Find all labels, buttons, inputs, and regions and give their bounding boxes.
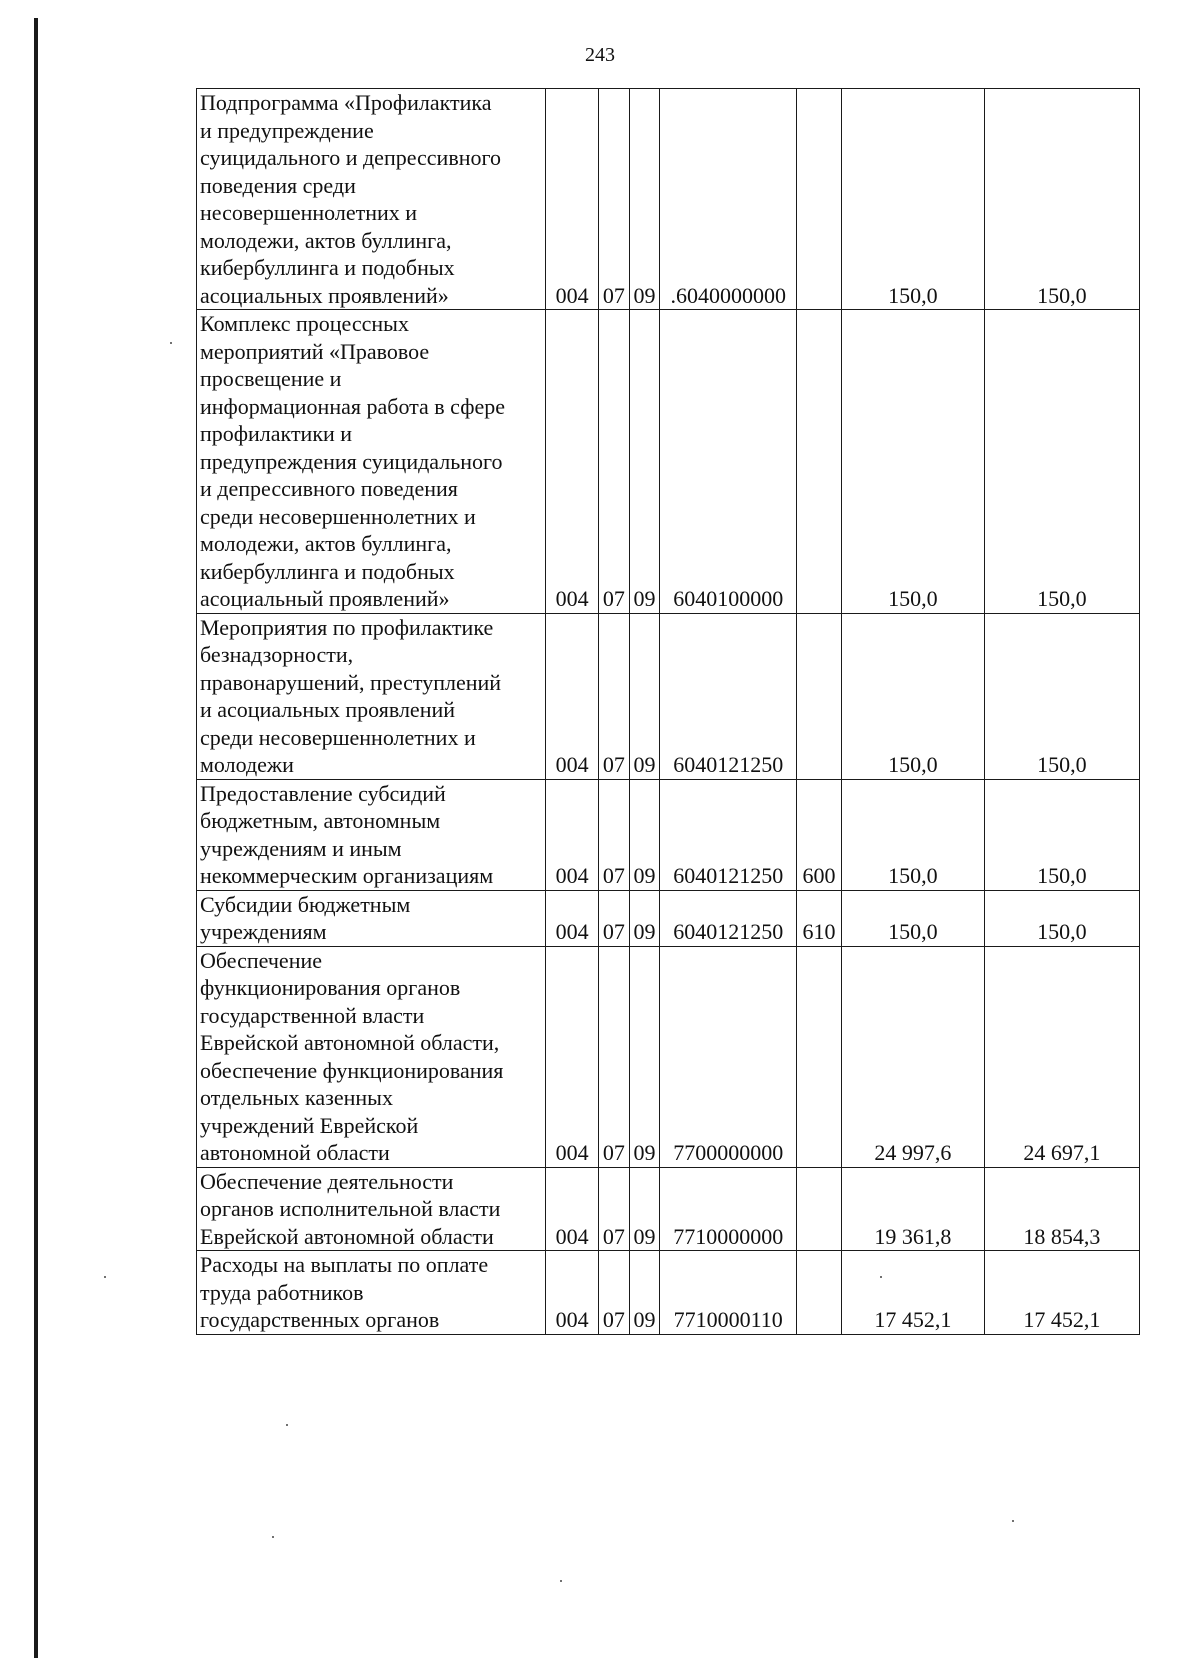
cell-amount-1: 24 997,6: [841, 946, 984, 1167]
item-name-line: просвещение и: [200, 366, 342, 391]
cell-amount-2: 17 452,1: [984, 1251, 1139, 1335]
cell-admin-code: 004: [546, 89, 599, 310]
item-name-line: Расходы на выплаты по оплате: [200, 1252, 489, 1277]
item-name-line: мероприятий «Правовое: [200, 338, 430, 364]
table-row: [197, 613, 1140, 779]
scan-speck: [880, 1276, 882, 1278]
cell-amount-1: 150,0: [841, 890, 984, 946]
item-name-line: суицидального и депрессивного: [200, 145, 501, 170]
cell-item-name: [197, 310, 546, 614]
item-name-line: и депрессивного поведения: [200, 476, 458, 501]
item-name-line: бюджетным, автономным: [200, 808, 441, 833]
cell-item-name: [197, 890, 546, 946]
item-name-line: труда работников: [200, 1279, 364, 1305]
table-row: [197, 890, 1140, 946]
cell-expense-type: 610: [797, 890, 842, 946]
cell-item-name: [197, 1251, 546, 1335]
cell-admin-code: 004: [546, 613, 599, 779]
cell-amount-1: 150,0: [841, 613, 984, 779]
page-number: 243: [585, 44, 615, 66]
item-name-line: органов исполнительной власти: [200, 1196, 501, 1221]
item-name-line: кибербуллинга и подобных: [200, 558, 455, 584]
cell-expense-type: [797, 1251, 842, 1335]
cell-admin-code: 004: [546, 1167, 599, 1251]
cell-amount-2: 24 697,1: [984, 946, 1139, 1167]
cell-amount-2: 18 854,3: [984, 1167, 1139, 1251]
item-name-line: среди несовершеннолетних и: [200, 503, 476, 529]
cell-target-article: 7710000000: [660, 1167, 797, 1251]
cell-target-article: 7710000110: [660, 1251, 797, 1335]
cell-section: 07: [599, 310, 630, 614]
cell-target-article: 6040100000: [660, 310, 797, 614]
scan-speck: [560, 1580, 562, 1582]
cell-amount-1: 19 361,8: [841, 1167, 984, 1251]
item-name-line: несовершеннолетних и: [200, 200, 418, 225]
cell-section: 07: [599, 1167, 630, 1251]
item-name-line: молодежи, актов буллинга,: [200, 531, 452, 556]
item-name-line: безнадзорности,: [200, 642, 354, 667]
cell-expense-type: [797, 613, 842, 779]
item-name-line: учреждениям и иным: [200, 835, 402, 861]
item-name-line: предупреждения суицидального: [200, 448, 503, 474]
item-name-line: и асоциальных проявлений: [200, 697, 456, 722]
cell-expense-type: 600: [797, 779, 842, 890]
cell-admin-code: 004: [546, 310, 599, 614]
cell-admin-code: 004: [546, 1251, 599, 1335]
cell-section: 07: [599, 613, 630, 779]
cell-expense-type: [797, 1167, 842, 1251]
item-name-line: государственной власти: [200, 1002, 425, 1028]
cell-item-name: [197, 946, 546, 1167]
cell-subsection: 09: [629, 310, 660, 614]
cell-amount-2: 150,0: [984, 890, 1139, 946]
cell-target-article: 7700000000: [660, 946, 797, 1167]
cell-amount-1: 150,0: [841, 310, 984, 614]
cell-target-article: 6040121250: [660, 890, 797, 946]
item-name-line: функционирования органов: [200, 975, 461, 1000]
cell-item-name: [197, 89, 546, 310]
cell-item-name: [197, 613, 546, 779]
item-name-line: правонарушений, преступлений: [200, 669, 502, 695]
table-row: [197, 1167, 1140, 1251]
item-name-line: молодежи: [200, 752, 294, 777]
table-row: [197, 310, 1140, 614]
item-name-line: Мероприятия по профилактике: [200, 614, 494, 640]
item-name-line: асоциальных проявлений»: [200, 282, 449, 308]
cell-admin-code: 004: [546, 779, 599, 890]
cell-amount-2: 150,0: [984, 310, 1139, 614]
cell-item-name: [197, 1167, 546, 1251]
item-name-line: учреждений Еврейской: [200, 1112, 419, 1138]
item-name-line: и предупреждение: [200, 117, 374, 143]
item-name-line: учреждениям: [200, 919, 327, 944]
cell-amount-2: 150,0: [984, 89, 1139, 310]
cell-target-article: 6040121250: [660, 613, 797, 779]
item-name-line: среди несовершеннолетних и: [200, 724, 476, 750]
item-name-line: обеспечение функционирования: [200, 1057, 504, 1083]
table-row: [197, 946, 1140, 1167]
item-name-line: Еврейской автономной области: [200, 1223, 494, 1249]
item-name-line: государственных органов: [200, 1307, 440, 1332]
scan-edge-line: [34, 18, 38, 1658]
cell-subsection: 09: [629, 890, 660, 946]
scan-speck: [104, 1276, 106, 1278]
cell-section: 07: [599, 779, 630, 890]
cell-amount-2: 150,0: [984, 779, 1139, 890]
item-name-line: отдельных казенных: [200, 1085, 393, 1110]
scan-speck: [272, 1536, 274, 1538]
cell-target-article: .6040000000: [660, 89, 797, 310]
table-row: [197, 89, 1140, 310]
item-name-line: профилактики и: [200, 421, 353, 446]
cell-amount-1: 17 452,1: [841, 1251, 984, 1335]
item-name-line: кибербуллинга и подобных: [200, 255, 455, 280]
cell-amount-1: 150,0: [841, 779, 984, 890]
item-name-line: Комплекс процессных: [200, 311, 409, 336]
cell-amount-2: 150,0: [984, 613, 1139, 779]
cell-section: 07: [599, 946, 630, 1167]
cell-subsection: 09: [629, 1251, 660, 1335]
cell-admin-code: 004: [546, 890, 599, 946]
item-name-line: Предоставление субсидий: [200, 780, 446, 806]
table-body: [197, 89, 1140, 1335]
cell-subsection: 09: [629, 89, 660, 310]
item-name-line: Обеспечение: [200, 947, 322, 973]
item-name-line: Субсидии бюджетным: [200, 891, 411, 917]
item-name-line: информационная работа в сфере: [200, 393, 506, 419]
cell-admin-code: 004: [546, 946, 599, 1167]
cell-section: 07: [599, 89, 630, 310]
cell-subsection: 09: [629, 613, 660, 779]
cell-expense-type: [797, 310, 842, 614]
table-row: [197, 779, 1140, 890]
item-name-line: асоциальный проявлений»: [200, 586, 450, 611]
cell-section: 07: [599, 1251, 630, 1335]
item-name-line: поведения среди: [200, 172, 356, 198]
cell-subsection: 09: [629, 779, 660, 890]
item-name-line: молодежи, актов буллинга,: [200, 227, 452, 253]
cell-subsection: 09: [629, 946, 660, 1167]
item-name-line: Обеспечение деятельности: [200, 1168, 454, 1194]
scan-speck: [170, 342, 172, 344]
item-name-line: некоммерческим организациям: [200, 863, 494, 888]
cell-section: 07: [599, 890, 630, 946]
item-name-line: Подпрограмма «Профилактика: [200, 90, 492, 115]
scan-speck: [286, 1424, 288, 1426]
cell-expense-type: [797, 946, 842, 1167]
cell-item-name: [197, 779, 546, 890]
cell-subsection: 09: [629, 1167, 660, 1251]
cell-expense-type: [797, 89, 842, 310]
item-name-line: Еврейской автономной области,: [200, 1030, 500, 1055]
scan-speck: [1012, 1520, 1014, 1522]
table-row: [197, 1251, 1140, 1335]
cell-amount-1: 150,0: [841, 89, 984, 310]
budget-table: [196, 88, 1140, 1335]
cell-target-article: 6040121250: [660, 779, 797, 890]
item-name-line: автономной области: [200, 1140, 390, 1165]
